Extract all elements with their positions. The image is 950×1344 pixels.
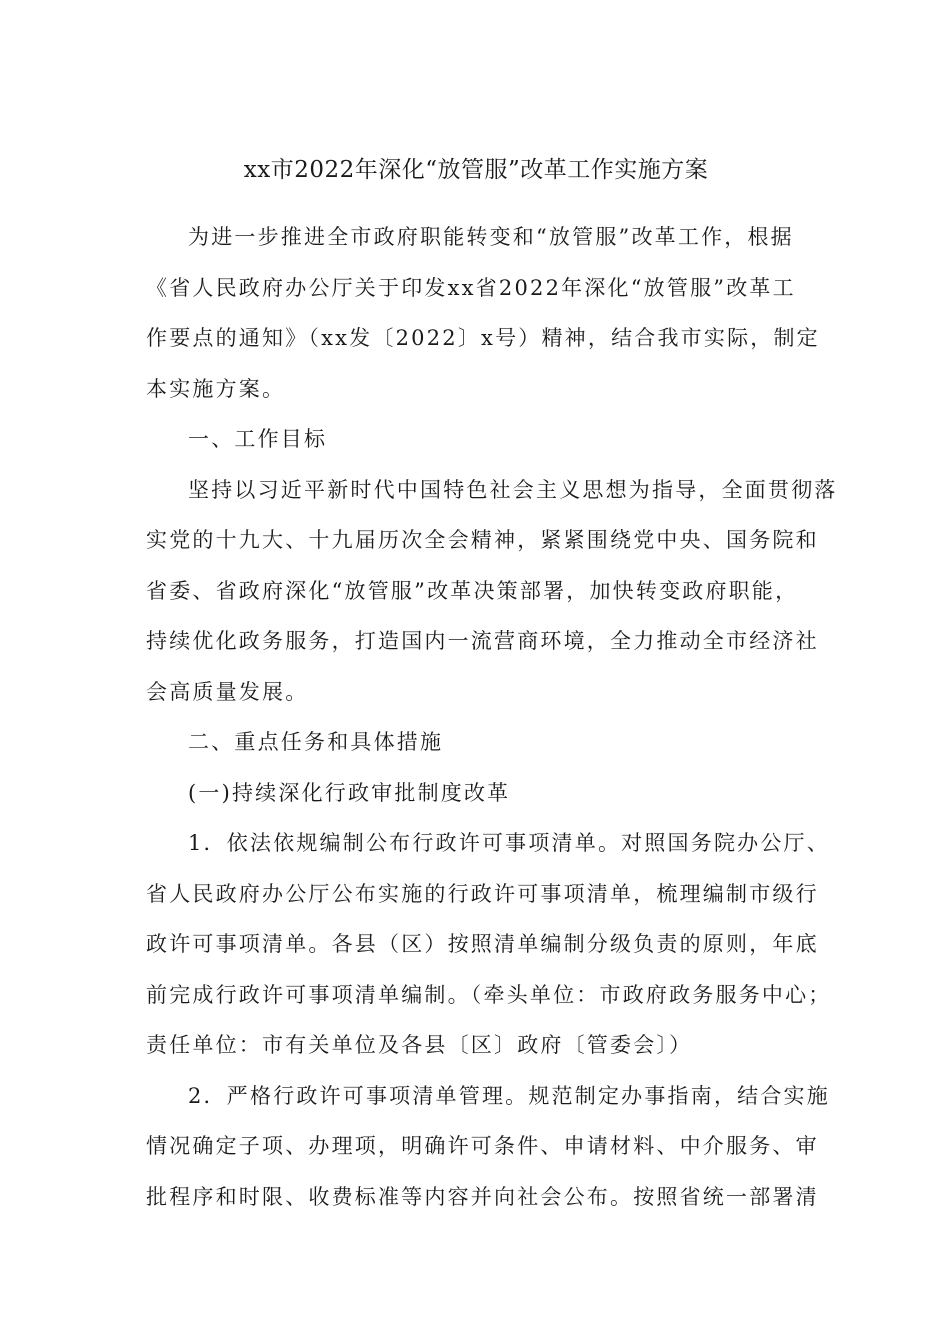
text-line: 省委、省政府深化“放管服”改革决策部署，加快转变政府职能， — [146, 578, 799, 603]
text-line: 实党的十九大、十九届历次全会精神，紧紧围绕党中央、国务院和 — [146, 528, 819, 552]
paragraph-item-1 — [146, 818, 832, 1071]
text-line: 持续优化政务服务，打造国内一流营商环境，全力推动全市经济社 — [146, 629, 819, 653]
text-line: 2．严格行政许可事项清单管理。规范制定办事指南，结合实施 — [188, 1083, 830, 1108]
paragraph-goals — [146, 465, 838, 718]
document-body — [146, 212, 838, 1222]
text-line: 前完成行政许可事项清单编制。（牵头单位：市政府政务服务中心； — [146, 982, 832, 1007]
text-line: 《省人民政府办公厅关于印发xx省2022年深化“放管服”改革工 — [146, 275, 796, 300]
paragraph-intro — [146, 212, 820, 414]
text-line: 批程序和时限、收费标准等内容并向社会公布。按照省统一部署清 — [146, 1184, 819, 1209]
text-line: 二、重点任务和具体措施 — [188, 730, 444, 754]
text-line: 一、工作目标 — [188, 427, 328, 451]
text-line: 坚持以习近平新时代中国特色社会主义思想为指导，全面贯彻落 — [188, 477, 838, 502]
text-line: 政许可事项清单。各县（区）按照清单编制分级负责的原则，年底 — [146, 932, 819, 956]
text-line: 会高质量发展。 — [146, 679, 309, 704]
section-heading-tasks — [146, 717, 806, 768]
text-line: (一)持续深化行政审批制度改革 — [188, 780, 511, 805]
paragraph-item-2 — [146, 1071, 830, 1223]
text-line: 为进一步推进全市政府职能转变和“放管服”改革工作，根据 — [188, 225, 794, 249]
text-line: 本实施方案。 — [146, 376, 286, 401]
text-line: 作要点的通知》（xx发〔2022〕x号）精神，结合我市实际，制定 — [146, 326, 820, 350]
text-line: 责任单位：市有关单位及各县〔区〕政府〔管委会〕） — [146, 1033, 693, 1057]
section-heading-goals — [146, 414, 806, 465]
text-line: 情况确定子项、办理项，明确许可条件、申请材料、中介服务、审 — [146, 1134, 819, 1158]
text-line: 1．依法依规编制公布行政许可事项清单。对照国务院办公厅、 — [188, 831, 830, 855]
document-title: xx市2022年深化“放管服”改革工作实施方案 — [243, 157, 709, 183]
text-line: 省人民政府办公厅公布实施的行政许可事项清单，梳理编制市级行 — [146, 881, 819, 906]
subsection-heading-approval-reform — [146, 768, 806, 819]
